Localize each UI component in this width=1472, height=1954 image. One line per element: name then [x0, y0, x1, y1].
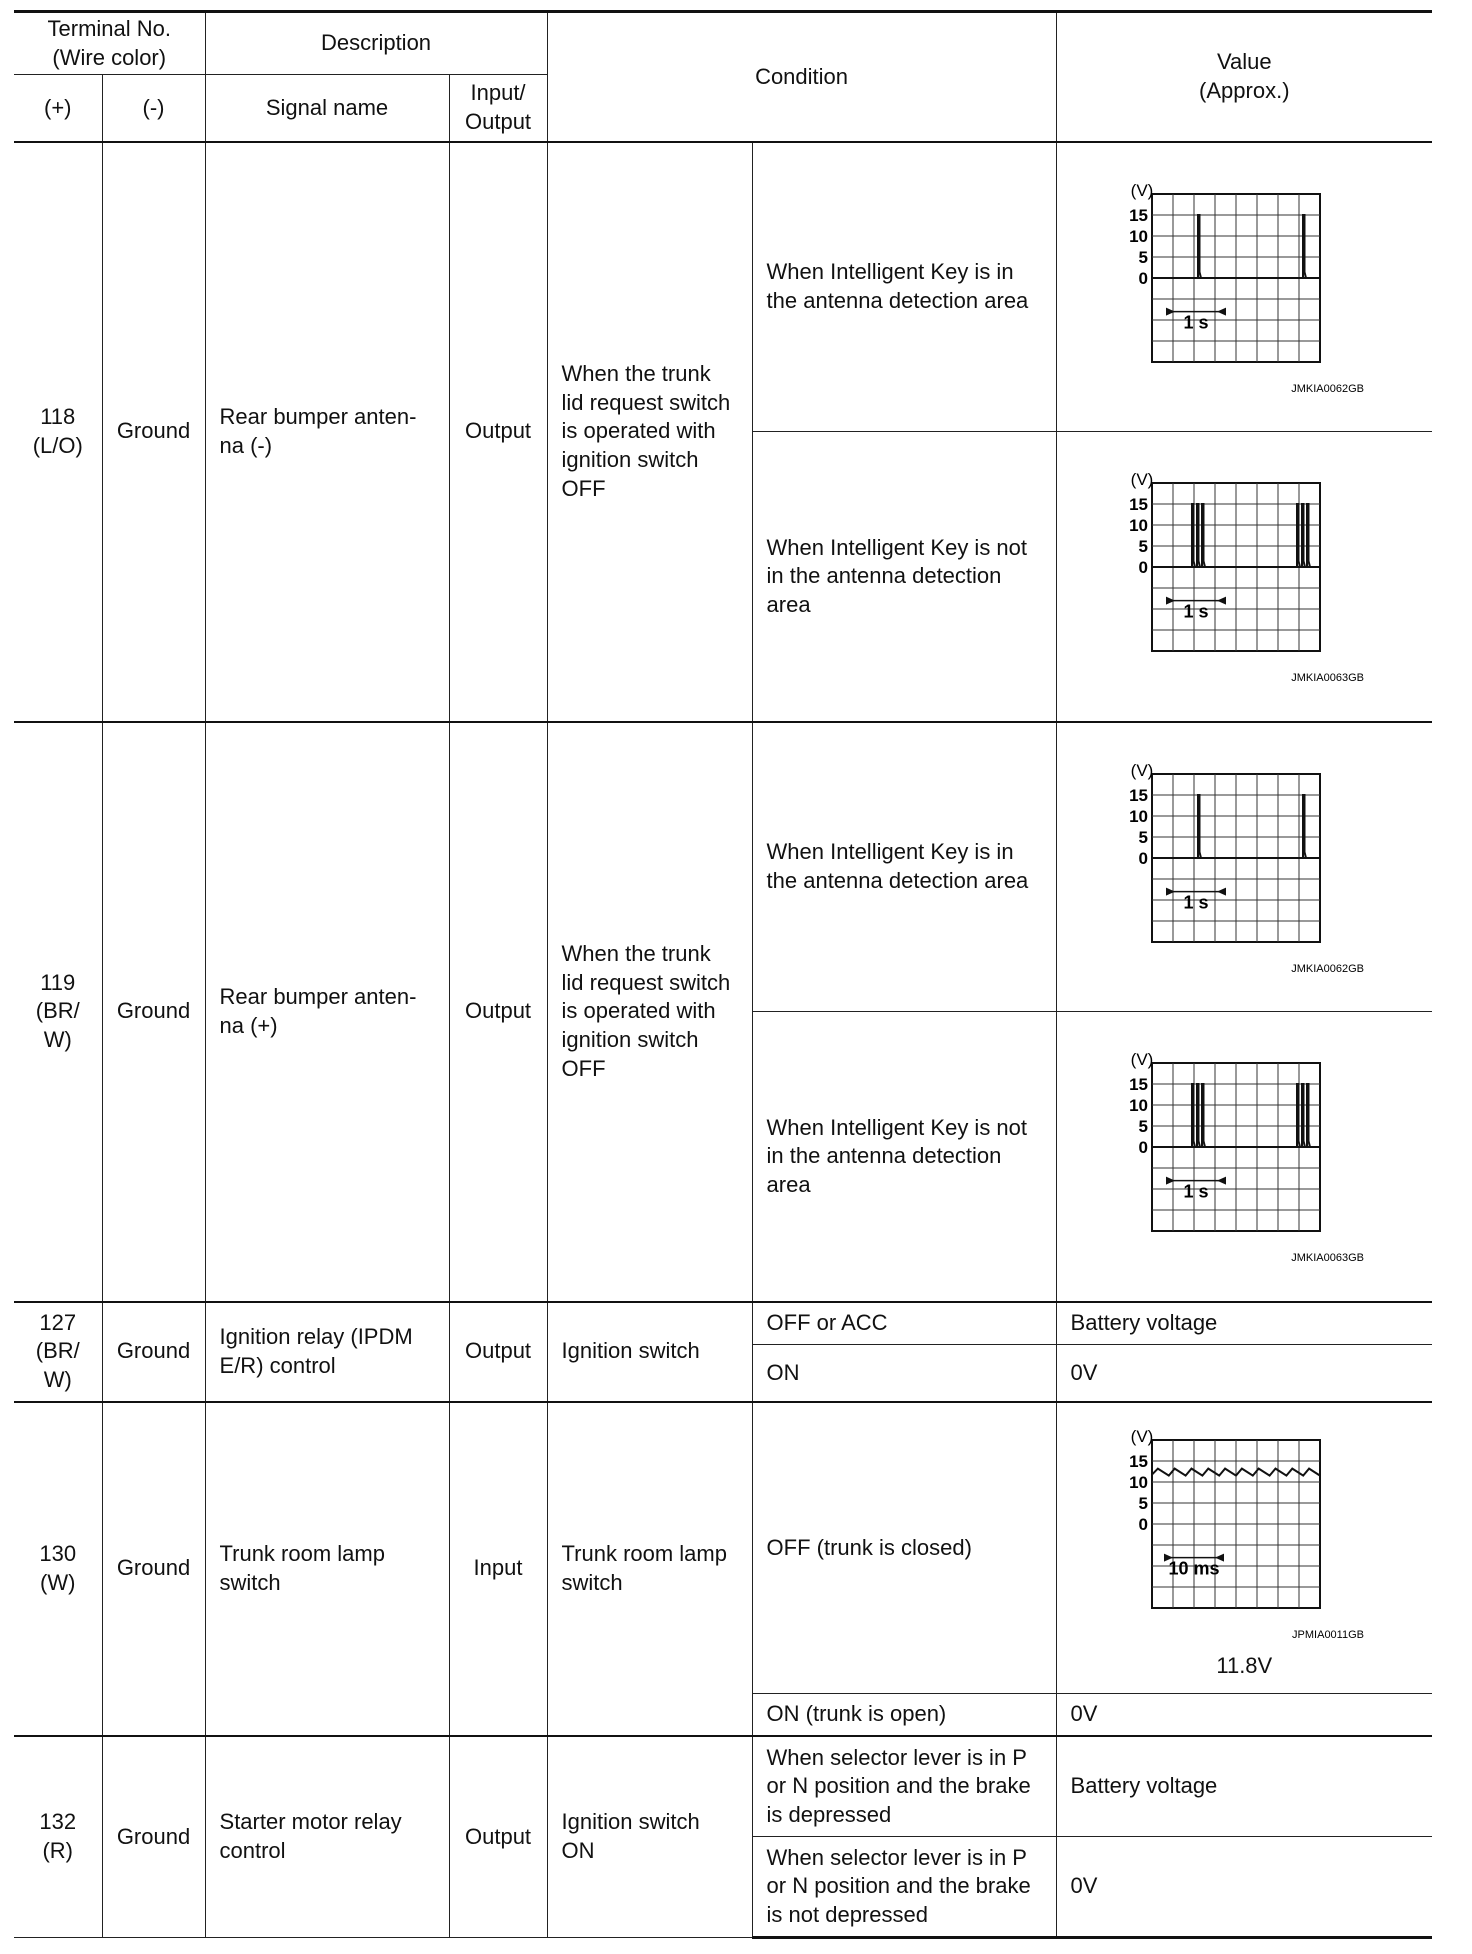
figure-id-label: JPMIA0011GB [1292, 1628, 1365, 1641]
value-text: Battery voltage [1056, 1736, 1432, 1837]
waveform-scope [1074, 1039, 1414, 1273]
header-terminal-no: Terminal No. (Wire color) [14, 12, 205, 75]
condition-state: When selector lever is in P or N position and the brake is depressed [752, 1736, 1056, 1837]
terminal-number: 118 (L/O) [14, 142, 102, 722]
condition: Ignition switch ON [547, 1736, 752, 1938]
header-signal-name: Signal name [205, 75, 449, 142]
signal-name: Trunk room lamp switch [205, 1402, 449, 1736]
signal-trace [1192, 1084, 1310, 1147]
signal-name: Starter motor relay control [205, 1736, 449, 1938]
time-scale-label: 1 s [1183, 312, 1209, 333]
time-scale-arrow [1166, 597, 1175, 605]
table-row [14, 722, 1432, 1012]
time-scale-label: 1 s [1183, 602, 1209, 623]
axis-unit-label: (V) [1130, 470, 1154, 490]
signal-name: Ignition relay (IPDM E/R) control [205, 1302, 449, 1402]
condition-state: OFF (trunk is closed) [752, 1402, 1056, 1694]
header-input-output: Input/ Output [449, 75, 547, 142]
waveform-scope [1074, 750, 1414, 984]
waveform-scope [1074, 1416, 1414, 1650]
time-scale-label: 1 s [1183, 1182, 1209, 1203]
header-value: Value (Approx.) [1056, 12, 1432, 142]
time-scale-arrow [1217, 597, 1226, 605]
time-scale-arrow [1217, 1177, 1226, 1185]
time-scale-arrow [1166, 308, 1175, 316]
table-row [14, 1736, 1432, 1837]
value-text: 11.8V [1216, 1652, 1273, 1678]
time-scale-arrow [1217, 888, 1226, 896]
signal-trace [1198, 795, 1306, 858]
table-row [14, 142, 1432, 432]
figure-id-label: JMKIA0063GB [1291, 1252, 1365, 1265]
condition: When the trunk lid request switch is operated with ignition switch OFF [547, 142, 752, 722]
axis-unit-label: (V) [1130, 180, 1154, 200]
input-output: Output [449, 142, 547, 722]
condition-state: When Intelligent Key is not in the antenna detection area [752, 1012, 1056, 1302]
input-output: Output [449, 722, 547, 1302]
y-tick-label: 10 [1129, 516, 1149, 536]
signal-name: Rear bumper anten- na (-) [205, 142, 449, 722]
y-tick-label: 15 [1129, 1075, 1149, 1095]
axis-unit-label: (V) [1130, 1050, 1154, 1070]
time-scale-arrow [1217, 308, 1226, 316]
ground-terminal: Ground [102, 1402, 205, 1736]
y-tick-label: 10 [1129, 1096, 1149, 1116]
time-scale-arrow [1166, 888, 1175, 896]
y-tick-label: 15 [1129, 495, 1149, 515]
signal-name: Rear bumper anten- na (+) [205, 722, 449, 1302]
y-tick-label: 0 [1138, 1514, 1149, 1534]
waveform-scope [1074, 170, 1414, 404]
y-tick-label: 0 [1138, 268, 1149, 288]
condition: When the trunk lid request switch is operated with ignition switch OFF [547, 722, 752, 1302]
value-waveform-cell [1056, 1012, 1432, 1302]
y-tick-label: 15 [1129, 785, 1149, 805]
terminal-number: 132 (R) [14, 1736, 102, 1938]
axis-unit-label: (V) [1130, 1426, 1154, 1446]
condition-state: ON [752, 1345, 1056, 1402]
signal-trace [1198, 215, 1306, 278]
y-tick-label: 10 [1129, 806, 1149, 826]
header-condition: Condition [547, 12, 1056, 142]
figure-id-label: JMKIA0062GB [1291, 382, 1365, 395]
axis-unit-label: (V) [1130, 760, 1154, 780]
figure-id-label: JMKIA0063GB [1291, 672, 1365, 685]
condition: Trunk room lamp switch [547, 1402, 752, 1736]
ground-terminal: Ground [102, 1736, 205, 1938]
input-output: Output [449, 1302, 547, 1402]
condition-state: When Intelligent Key is not in the antenna detection area [752, 432, 1056, 722]
condition-state: When selector lever is in P or N position and the brake is not depressed [752, 1837, 1056, 1938]
ground-terminal: Ground [102, 142, 205, 722]
condition-state: When Intelligent Key is in the antenna detection area [752, 142, 1056, 432]
value-waveform-cell [1056, 1402, 1432, 1694]
terminal-spec-table [14, 10, 1432, 1939]
y-tick-label: 0 [1138, 558, 1149, 578]
condition: Ignition switch [547, 1302, 752, 1402]
input-output: Input [449, 1402, 547, 1736]
y-tick-label: 0 [1138, 1138, 1149, 1158]
y-tick-label: 5 [1138, 1117, 1149, 1137]
ground-terminal: Ground [102, 1302, 205, 1402]
time-scale-label: 10 ms [1168, 1558, 1220, 1579]
y-tick-label: 5 [1138, 537, 1149, 557]
time-scale-arrow [1166, 1177, 1175, 1185]
terminal-number: 127 (BR/ W) [14, 1302, 102, 1402]
header-description: Description [205, 12, 547, 75]
header-plus: (+) [14, 75, 102, 142]
y-tick-label: 10 [1129, 1472, 1149, 1492]
signal-trace [1192, 504, 1310, 567]
value-text: Battery voltage [1056, 1302, 1432, 1345]
table-row [14, 1402, 1432, 1694]
table-row [14, 1302, 1432, 1345]
value-waveform-cell [1056, 142, 1432, 432]
value-text: 0V [1056, 1837, 1432, 1938]
y-tick-label: 10 [1129, 226, 1149, 246]
condition-state: OFF or ACC [752, 1302, 1056, 1345]
ground-terminal: Ground [102, 722, 205, 1302]
terminal-number: 119 (BR/ W) [14, 722, 102, 1302]
value-waveform-cell [1056, 722, 1432, 1012]
y-tick-label: 5 [1138, 827, 1149, 847]
value-waveform-cell [1056, 432, 1432, 722]
time-scale-label: 1 s [1183, 892, 1209, 913]
waveform-scope [1074, 459, 1414, 693]
condition-state: When Intelligent Key is in the antenna detection area [752, 722, 1056, 1012]
y-tick-label: 0 [1138, 848, 1149, 868]
value-text: 0V [1056, 1694, 1432, 1736]
y-tick-label: 15 [1129, 1451, 1149, 1471]
header-minus: (-) [102, 75, 205, 142]
value-text: 0V [1056, 1345, 1432, 1402]
input-output: Output [449, 1736, 547, 1938]
y-tick-label: 5 [1138, 247, 1149, 267]
y-tick-label: 15 [1129, 205, 1149, 225]
terminal-number: 130 (W) [14, 1402, 102, 1736]
figure-id-label: JMKIA0062GB [1291, 962, 1365, 975]
condition-state: ON (trunk is open) [752, 1694, 1056, 1736]
y-tick-label: 5 [1138, 1493, 1149, 1513]
